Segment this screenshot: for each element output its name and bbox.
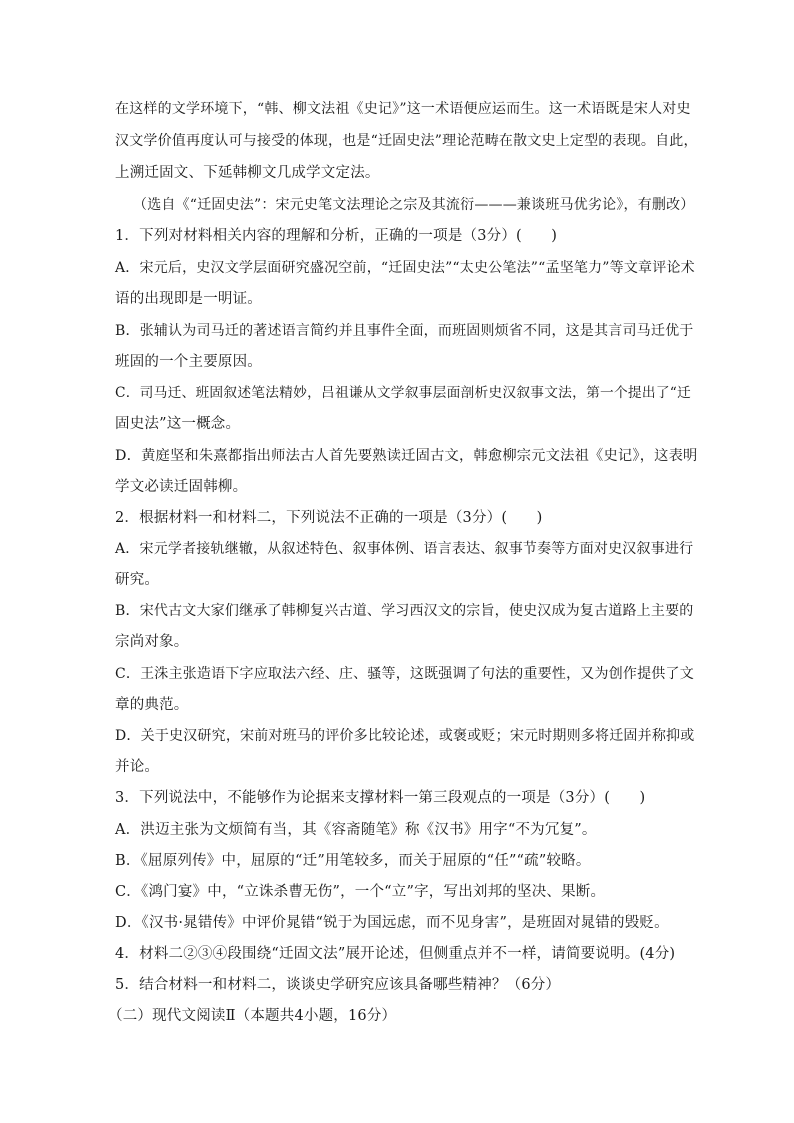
- option-line: 章的典范。: [115, 697, 189, 713]
- option-line: B．《屈原列传》中，屈原的“迁”用笔较多，而关于屈原的“任”“疏”较略。: [115, 853, 591, 869]
- question-stem: 5．结合材料一和材料二，谈谈史学研究应该具备哪些精神？（6分）: [115, 977, 561, 993]
- option-line: 班固的一个主要原因。: [115, 354, 262, 370]
- option-line: C．王洙主张造语下字应取法六经、庄、骚等，这既强调了句法的重要性，又为创作提供了文: [115, 666, 694, 682]
- passage-line: 汉文学价值再度认可与接受的体现，也是“迁固史法”理论范畴在散文史上定型的表现。自此，: [115, 133, 698, 149]
- question-stem: 2．根据材料一和材料二，下列说法不正确的一项是（3分）( ): [115, 510, 543, 526]
- option-line: B．张辅认为司马迁的著述语言简约并且事件全面，而班固则烦省不同，这是其言司马迁优于: [115, 323, 694, 339]
- question-stem: 4．材料二②③④段围绕“迁固文法”展开论述，但侧重点并不一样，请简要说明。(4分): [115, 946, 676, 962]
- option-line: D．黄庭坚和朱熹都指出师法古人首先要熟读迁固古文，韩愈柳宗元文法祖《史记》，这表明: [115, 448, 698, 464]
- passage-line: 上溯迁固文、下延韩柳文几成学文定法。: [115, 165, 380, 181]
- option-line: B．宋代古文大家们继承了韩柳复兴古道、学习西汉文的宗旨，使史汉成为复古道路上主要的: [115, 603, 694, 619]
- source-citation: （选自《“迁固史法”：宋元史笔文法理论之宗及其流衍———兼谈班马优劣论》，有删改）: [133, 197, 695, 213]
- question-stem: 1．下列对材料相关内容的理解和分析，正确的一项是（3分）( ): [115, 228, 558, 244]
- option-line: C．《鸿门宴》中，“立诛杀曹无伤”，一个“立”字，写出刘邦的坚决、果断。: [115, 884, 606, 900]
- option-line: 研究。: [115, 572, 160, 588]
- option-line: 宗尚对象。: [115, 634, 189, 650]
- option-line: D．《汉书·晁错传》中评价晁错“锐于为国远虑，而不见身害”，是班固对晁错的毁贬。: [115, 915, 669, 931]
- option-line: 固史法”这一概念。: [115, 416, 241, 432]
- option-line: 并论。: [115, 759, 160, 775]
- section-heading: （二）现代文阅读Ⅱ（本题共4小题，16分）: [108, 1008, 397, 1024]
- option-line: A．宋元后，史汉文学层面研究盛况空前，“迁固史法”“太史公笔法”“孟坚笔力”等文章评论术: [115, 260, 695, 276]
- option-line: 学文必读迁固韩柳。: [115, 479, 248, 495]
- passage-line: 在这样的文学环境下，“韩、柳文法祖《史记》”这一术语便应运而生。这一术语既是宋人对史: [115, 101, 691, 117]
- option-line: A．洪迈主张为文烦简有当，其《容斋随笔》称《汉书》用字“不为冗复”。: [115, 822, 597, 838]
- option-line: 语的出现即是一明证。: [115, 291, 262, 307]
- question-stem: 3．下列说法中，不能够作为论据来支撑材料一第三段观点的一项是（3分）( ): [115, 790, 646, 806]
- option-line: A．宋元学者接轨继辙，从叙述特色、叙事体例、语言表达、叙事节奏等方面对史汉叙事进行: [115, 541, 694, 557]
- option-line: C．司马迁、班固叙述笔法精妙，吕祖谦从文学叙事层面剖析史汉叙事文法，第一个提出了“迁: [115, 385, 691, 401]
- option-line: D．关于史汉研究，宋前对班马的评价多比较论述，或褒或贬；宋元时期则多将迁固并称抑或: [115, 728, 695, 744]
